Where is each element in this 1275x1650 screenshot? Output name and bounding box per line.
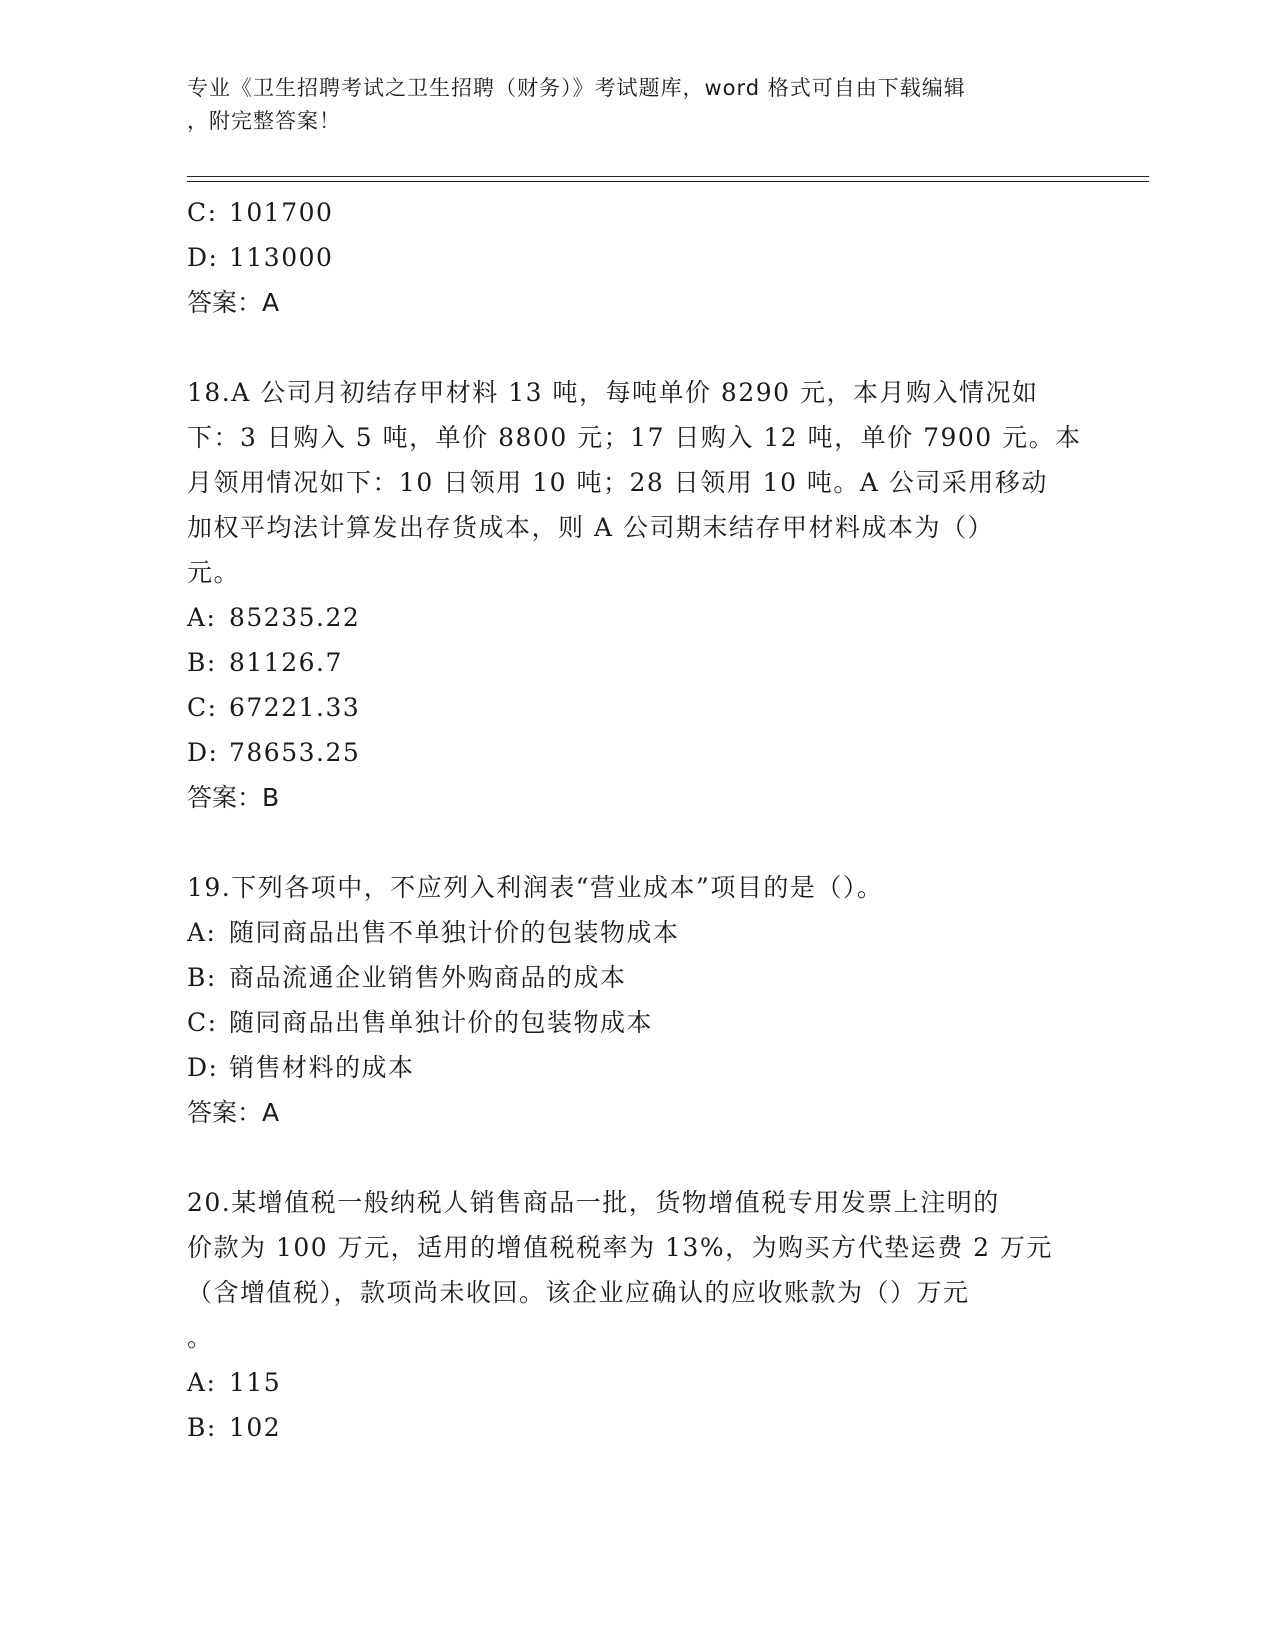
option-text: 85235.22	[229, 603, 361, 632]
option-label: A:	[187, 918, 217, 947]
question-text-line: 元。	[187, 558, 241, 587]
question-18	[187, 370, 1087, 820]
option-label: B:	[187, 648, 217, 677]
question-20	[187, 1180, 1087, 1450]
question-text-line: 价款为 100 万元，适用的增值税税率为 13%，为购买方代垫运费 2 万元	[187, 1233, 1053, 1262]
option-text: 随同商品出售单独计价的包装物成本	[229, 1008, 654, 1037]
document-body	[187, 190, 1087, 1450]
spacer	[187, 820, 1087, 865]
option-d	[187, 235, 1087, 280]
question-19	[187, 865, 1087, 1135]
option-text: 67221.33	[229, 693, 361, 722]
question-partial	[187, 190, 1087, 325]
option-a	[187, 910, 1087, 955]
option-c	[187, 685, 1087, 730]
question-text-line: 18.A 公司月初结存甲材料 13 吨，每吨单价 8290 元，本月购入情况如	[187, 378, 1039, 407]
question-text-line: 19.下列各项中，不应列入利润表“营业成本”项目的是（）。	[187, 873, 884, 902]
option-a	[187, 595, 1087, 640]
option-text: 随同商品出售不单独计价的包装物成本	[229, 918, 680, 947]
page-header	[187, 72, 1087, 138]
question-text-line: 。	[187, 1323, 214, 1352]
option-label: B:	[187, 1413, 217, 1442]
option-text: 115	[229, 1368, 282, 1397]
header-line-2: ，附完整答案！	[187, 109, 341, 133]
option-label: C:	[187, 198, 218, 227]
header-divider	[187, 181, 1149, 182]
option-d	[187, 730, 1087, 775]
question-text-line: 加权平均法计算发出存货成本，则 A 公司期末结存甲材料成本为（）	[187, 513, 994, 542]
question-text-line: （含增值税），款项尚未收回。该企业应确认的应收账款为（）万元	[187, 1278, 970, 1307]
option-label: D:	[187, 243, 219, 272]
option-b	[187, 955, 1087, 1000]
answer-line: 答案：A	[187, 288, 280, 317]
option-text: 102	[229, 1413, 282, 1442]
option-c	[187, 190, 1087, 235]
header-divider	[187, 176, 1149, 177]
option-text: 81126.7	[229, 648, 343, 677]
spacer	[187, 325, 1087, 370]
option-b	[187, 1405, 1087, 1450]
option-label: D:	[187, 738, 219, 767]
option-text: 113000	[229, 243, 334, 272]
option-label: C:	[187, 693, 218, 722]
answer-line: 答案：A	[187, 1098, 280, 1127]
question-text-line: 20.某增值税一般纳税人销售商品一批，货物增值税专用发票上注明的	[187, 1188, 1000, 1217]
answer-line: 答案：B	[187, 783, 280, 812]
option-text: 78653.25	[229, 738, 361, 767]
option-a	[187, 1360, 1087, 1405]
option-text: 销售材料的成本	[229, 1053, 415, 1082]
option-b	[187, 640, 1087, 685]
option-label: A:	[187, 603, 217, 632]
header-line-1: 专业《卫生招聘考试之卫生招聘（财务）》考试题库，word 格式可自由下载编辑	[187, 76, 966, 100]
option-label: A:	[187, 1368, 217, 1397]
spacer	[187, 1135, 1087, 1180]
option-text: 商品流通企业销售外购商品的成本	[229, 963, 627, 992]
option-label: B:	[187, 963, 217, 992]
question-text-line: 下：3 日购入 5 吨，单价 8800 元；17 日购入 12 吨，单价 7900 元。本	[187, 423, 1082, 452]
option-d	[187, 1045, 1087, 1090]
option-c	[187, 1000, 1087, 1045]
question-text-line: 月领用情况如下：10 日领用 10 吨；28 日领用 10 吨。A 公司采用移动	[187, 468, 1048, 497]
option-label: C:	[187, 1008, 218, 1037]
option-text: 101700	[229, 198, 334, 227]
option-label: D:	[187, 1053, 219, 1082]
